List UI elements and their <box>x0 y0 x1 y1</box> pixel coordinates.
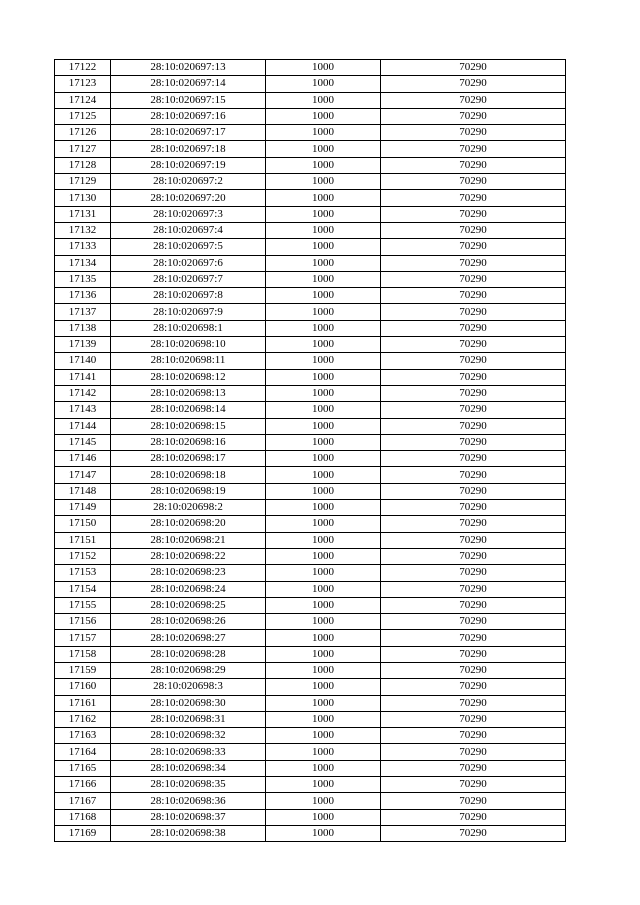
value-cell: 70290 <box>381 434 566 450</box>
row-number-cell: 17128 <box>55 157 111 173</box>
table-row <box>55 434 566 450</box>
value-cell: 70290 <box>381 646 566 662</box>
value-cell: 70290 <box>381 320 566 336</box>
parcel-table <box>54 59 566 842</box>
value-cell: 70290 <box>381 825 566 841</box>
table-row <box>55 76 566 92</box>
area-cell: 1000 <box>266 337 381 353</box>
area-cell: 1000 <box>266 108 381 124</box>
area-cell: 1000 <box>266 190 381 206</box>
area-cell: 1000 <box>266 60 381 76</box>
row-number-cell: 17169 <box>55 825 111 841</box>
cadastral-number-cell: 28:10:020698:12 <box>111 369 266 385</box>
table-row <box>55 630 566 646</box>
table-row <box>55 744 566 760</box>
table-row <box>55 222 566 238</box>
row-number-cell: 17167 <box>55 793 111 809</box>
row-number-cell: 17154 <box>55 581 111 597</box>
table-row <box>55 809 566 825</box>
table-row <box>55 337 566 353</box>
row-number-cell: 17149 <box>55 500 111 516</box>
table-row <box>55 581 566 597</box>
table-row <box>55 174 566 190</box>
row-number-cell: 17162 <box>55 711 111 727</box>
value-cell: 70290 <box>381 581 566 597</box>
value-cell: 70290 <box>381 630 566 646</box>
cadastral-number-cell: 28:10:020697:17 <box>111 125 266 141</box>
table-row <box>55 597 566 613</box>
row-number-cell: 17147 <box>55 467 111 483</box>
value-cell: 70290 <box>381 728 566 744</box>
value-cell: 70290 <box>381 222 566 238</box>
value-cell: 70290 <box>381 695 566 711</box>
row-number-cell: 17153 <box>55 565 111 581</box>
area-cell: 1000 <box>266 646 381 662</box>
value-cell: 70290 <box>381 76 566 92</box>
value-cell: 70290 <box>381 304 566 320</box>
table-row <box>55 695 566 711</box>
table-row <box>55 711 566 727</box>
table-row <box>55 385 566 401</box>
table-row <box>55 271 566 287</box>
value-cell: 70290 <box>381 206 566 222</box>
area-cell: 1000 <box>266 288 381 304</box>
area-cell: 1000 <box>266 500 381 516</box>
cadastral-number-cell: 28:10:020698:20 <box>111 516 266 532</box>
area-cell: 1000 <box>266 141 381 157</box>
value-cell: 70290 <box>381 369 566 385</box>
area-cell: 1000 <box>266 695 381 711</box>
table-row <box>55 777 566 793</box>
cadastral-number-cell: 28:10:020698:25 <box>111 597 266 613</box>
value-cell: 70290 <box>381 190 566 206</box>
cadastral-number-cell: 28:10:020698:10 <box>111 337 266 353</box>
value-cell: 70290 <box>381 92 566 108</box>
row-number-cell: 17165 <box>55 760 111 776</box>
value-cell: 70290 <box>381 597 566 613</box>
row-number-cell: 17125 <box>55 108 111 124</box>
cadastral-number-cell: 28:10:020698:21 <box>111 532 266 548</box>
table-row <box>55 825 566 841</box>
area-cell: 1000 <box>266 630 381 646</box>
cadastral-number-cell: 28:10:020698:1 <box>111 320 266 336</box>
cadastral-number-cell: 28:10:020698:29 <box>111 662 266 678</box>
parcel-table-body <box>55 60 566 842</box>
row-number-cell: 17122 <box>55 60 111 76</box>
cadastral-number-cell: 28:10:020698:23 <box>111 565 266 581</box>
cadastral-number-cell: 28:10:020698:19 <box>111 483 266 499</box>
row-number-cell: 17123 <box>55 76 111 92</box>
area-cell: 1000 <box>266 777 381 793</box>
table-row <box>55 467 566 483</box>
table-row <box>55 760 566 776</box>
value-cell: 70290 <box>381 516 566 532</box>
area-cell: 1000 <box>266 222 381 238</box>
area-cell: 1000 <box>266 662 381 678</box>
table-row <box>55 369 566 385</box>
cadastral-number-cell: 28:10:020697:16 <box>111 108 266 124</box>
row-number-cell: 17143 <box>55 402 111 418</box>
row-number-cell: 17144 <box>55 418 111 434</box>
value-cell: 70290 <box>381 353 566 369</box>
value-cell: 70290 <box>381 760 566 776</box>
row-number-cell: 17148 <box>55 483 111 499</box>
cadastral-number-cell: 28:10:020698:37 <box>111 809 266 825</box>
value-cell: 70290 <box>381 565 566 581</box>
row-number-cell: 17156 <box>55 614 111 630</box>
row-number-cell: 17133 <box>55 239 111 255</box>
table-row <box>55 418 566 434</box>
area-cell: 1000 <box>266 809 381 825</box>
row-number-cell: 17141 <box>55 369 111 385</box>
area-cell: 1000 <box>266 125 381 141</box>
cadastral-number-cell: 28:10:020698:32 <box>111 728 266 744</box>
area-cell: 1000 <box>266 402 381 418</box>
cadastral-number-cell: 28:10:020698:27 <box>111 630 266 646</box>
value-cell: 70290 <box>381 711 566 727</box>
row-number-cell: 17124 <box>55 92 111 108</box>
value-cell: 70290 <box>381 337 566 353</box>
cadastral-number-cell: 28:10:020697:14 <box>111 76 266 92</box>
row-number-cell: 17134 <box>55 255 111 271</box>
cadastral-number-cell: 28:10:020697:18 <box>111 141 266 157</box>
value-cell: 70290 <box>381 239 566 255</box>
area-cell: 1000 <box>266 369 381 385</box>
cadastral-number-cell: 28:10:020698:26 <box>111 614 266 630</box>
area-cell: 1000 <box>266 76 381 92</box>
table-row <box>55 565 566 581</box>
area-cell: 1000 <box>266 92 381 108</box>
value-cell: 70290 <box>381 614 566 630</box>
table-row <box>55 614 566 630</box>
cadastral-number-cell: 28:10:020698:31 <box>111 711 266 727</box>
area-cell: 1000 <box>266 239 381 255</box>
value-cell: 70290 <box>381 532 566 548</box>
value-cell: 70290 <box>381 809 566 825</box>
row-number-cell: 17145 <box>55 434 111 450</box>
cadastral-number-cell: 28:10:020698:17 <box>111 451 266 467</box>
value-cell: 70290 <box>381 288 566 304</box>
table-row <box>55 728 566 744</box>
cadastral-number-cell: 28:10:020697:6 <box>111 255 266 271</box>
row-number-cell: 17137 <box>55 304 111 320</box>
value-cell: 70290 <box>381 255 566 271</box>
area-cell: 1000 <box>266 157 381 173</box>
table-row <box>55 353 566 369</box>
value-cell: 70290 <box>381 108 566 124</box>
value-cell: 70290 <box>381 467 566 483</box>
value-cell: 70290 <box>381 385 566 401</box>
cadastral-number-cell: 28:10:020697:3 <box>111 206 266 222</box>
row-number-cell: 17132 <box>55 222 111 238</box>
cadastral-number-cell: 28:10:020698:13 <box>111 385 266 401</box>
row-number-cell: 17139 <box>55 337 111 353</box>
cadastral-number-cell: 28:10:020698:11 <box>111 353 266 369</box>
cadastral-number-cell: 28:10:020697:2 <box>111 174 266 190</box>
row-number-cell: 17163 <box>55 728 111 744</box>
cadastral-number-cell: 28:10:020697:20 <box>111 190 266 206</box>
value-cell: 70290 <box>381 793 566 809</box>
cadastral-number-cell: 28:10:020698:34 <box>111 760 266 776</box>
value-cell: 70290 <box>381 679 566 695</box>
area-cell: 1000 <box>266 597 381 613</box>
row-number-cell: 17126 <box>55 125 111 141</box>
table-row <box>55 793 566 809</box>
row-number-cell: 17161 <box>55 695 111 711</box>
cadastral-number-cell: 28:10:020698:15 <box>111 418 266 434</box>
table-row <box>55 483 566 499</box>
table-row <box>55 500 566 516</box>
table-row <box>55 320 566 336</box>
cadastral-number-cell: 28:10:020697:19 <box>111 157 266 173</box>
table-row <box>55 548 566 564</box>
cadastral-number-cell: 28:10:020698:14 <box>111 402 266 418</box>
value-cell: 70290 <box>381 662 566 678</box>
cadastral-number-cell: 28:10:020698:30 <box>111 695 266 711</box>
area-cell: 1000 <box>266 451 381 467</box>
area-cell: 1000 <box>266 353 381 369</box>
row-number-cell: 17130 <box>55 190 111 206</box>
cadastral-number-cell: 28:10:020697:7 <box>111 271 266 287</box>
area-cell: 1000 <box>266 320 381 336</box>
area-cell: 1000 <box>266 793 381 809</box>
table-row <box>55 125 566 141</box>
table-row <box>55 239 566 255</box>
area-cell: 1000 <box>266 271 381 287</box>
cadastral-number-cell: 28:10:020697:4 <box>111 222 266 238</box>
row-number-cell: 17158 <box>55 646 111 662</box>
row-number-cell: 17129 <box>55 174 111 190</box>
row-number-cell: 17135 <box>55 271 111 287</box>
row-number-cell: 17140 <box>55 353 111 369</box>
row-number-cell: 17160 <box>55 679 111 695</box>
cadastral-number-cell: 28:10:020697:15 <box>111 92 266 108</box>
table-row <box>55 646 566 662</box>
value-cell: 70290 <box>381 402 566 418</box>
value-cell: 70290 <box>381 157 566 173</box>
table-row <box>55 255 566 271</box>
area-cell: 1000 <box>266 711 381 727</box>
area-cell: 1000 <box>266 174 381 190</box>
table-row <box>55 157 566 173</box>
table-row <box>55 662 566 678</box>
value-cell: 70290 <box>381 125 566 141</box>
value-cell: 70290 <box>381 141 566 157</box>
row-number-cell: 17168 <box>55 809 111 825</box>
table-row <box>55 516 566 532</box>
row-number-cell: 17146 <box>55 451 111 467</box>
table-row <box>55 532 566 548</box>
row-number-cell: 17150 <box>55 516 111 532</box>
table-row <box>55 288 566 304</box>
value-cell: 70290 <box>381 418 566 434</box>
area-cell: 1000 <box>266 516 381 532</box>
cadastral-number-cell: 28:10:020698:38 <box>111 825 266 841</box>
value-cell: 70290 <box>381 271 566 287</box>
area-cell: 1000 <box>266 548 381 564</box>
table-row <box>55 190 566 206</box>
row-number-cell: 17166 <box>55 777 111 793</box>
table-row <box>55 108 566 124</box>
table-row <box>55 206 566 222</box>
area-cell: 1000 <box>266 581 381 597</box>
value-cell: 70290 <box>381 744 566 760</box>
value-cell: 70290 <box>381 500 566 516</box>
cadastral-number-cell: 28:10:020698:22 <box>111 548 266 564</box>
area-cell: 1000 <box>266 825 381 841</box>
area-cell: 1000 <box>266 255 381 271</box>
area-cell: 1000 <box>266 483 381 499</box>
area-cell: 1000 <box>266 760 381 776</box>
area-cell: 1000 <box>266 385 381 401</box>
area-cell: 1000 <box>266 467 381 483</box>
row-number-cell: 17142 <box>55 385 111 401</box>
cadastral-number-cell: 28:10:020698:18 <box>111 467 266 483</box>
cadastral-number-cell: 28:10:020698:35 <box>111 777 266 793</box>
value-cell: 70290 <box>381 483 566 499</box>
row-number-cell: 17157 <box>55 630 111 646</box>
value-cell: 70290 <box>381 174 566 190</box>
row-number-cell: 17151 <box>55 532 111 548</box>
table-row <box>55 451 566 467</box>
cadastral-number-cell: 28:10:020698:24 <box>111 581 266 597</box>
cadastral-number-cell: 28:10:020698:16 <box>111 434 266 450</box>
cadastral-number-cell: 28:10:020698:2 <box>111 500 266 516</box>
table-row <box>55 60 566 76</box>
row-number-cell: 17127 <box>55 141 111 157</box>
value-cell: 70290 <box>381 451 566 467</box>
cadastral-number-cell: 28:10:020698:36 <box>111 793 266 809</box>
cadastral-number-cell: 28:10:020698:28 <box>111 646 266 662</box>
table-row <box>55 304 566 320</box>
value-cell: 70290 <box>381 548 566 564</box>
area-cell: 1000 <box>266 679 381 695</box>
table-row <box>55 679 566 695</box>
area-cell: 1000 <box>266 614 381 630</box>
table-row <box>55 92 566 108</box>
value-cell: 70290 <box>381 777 566 793</box>
cadastral-number-cell: 28:10:020697:9 <box>111 304 266 320</box>
table-row <box>55 402 566 418</box>
area-cell: 1000 <box>266 744 381 760</box>
value-cell: 70290 <box>381 60 566 76</box>
row-number-cell: 17152 <box>55 548 111 564</box>
area-cell: 1000 <box>266 532 381 548</box>
row-number-cell: 17164 <box>55 744 111 760</box>
row-number-cell: 17136 <box>55 288 111 304</box>
row-number-cell: 17131 <box>55 206 111 222</box>
cadastral-number-cell: 28:10:020698:3 <box>111 679 266 695</box>
row-number-cell: 17155 <box>55 597 111 613</box>
area-cell: 1000 <box>266 206 381 222</box>
area-cell: 1000 <box>266 418 381 434</box>
area-cell: 1000 <box>266 728 381 744</box>
cadastral-number-cell: 28:10:020697:13 <box>111 60 266 76</box>
area-cell: 1000 <box>266 434 381 450</box>
area-cell: 1000 <box>266 304 381 320</box>
row-number-cell: 17138 <box>55 320 111 336</box>
cadastral-number-cell: 28:10:020697:5 <box>111 239 266 255</box>
area-cell: 1000 <box>266 565 381 581</box>
row-number-cell: 17159 <box>55 662 111 678</box>
table-row <box>55 141 566 157</box>
cadastral-number-cell: 28:10:020697:8 <box>111 288 266 304</box>
cadastral-number-cell: 28:10:020698:33 <box>111 744 266 760</box>
